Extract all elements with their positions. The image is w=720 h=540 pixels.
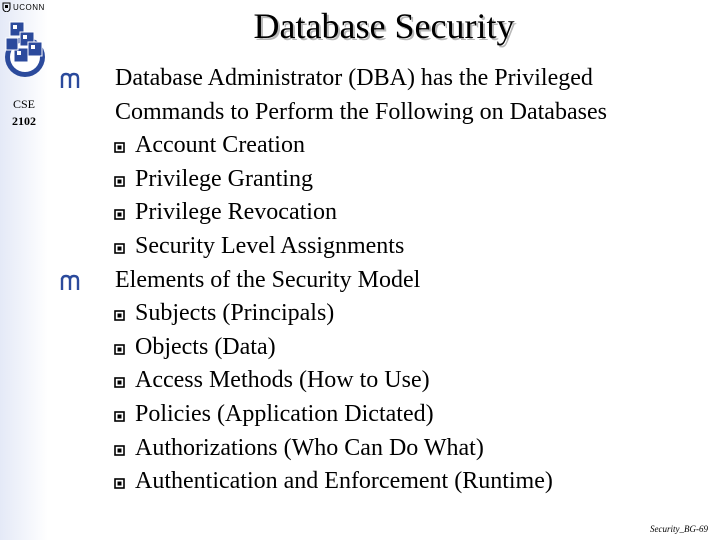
sub-bullet-item bbox=[60, 465, 710, 499]
sub-bullet-text: Objects (Data) bbox=[135, 333, 276, 360]
sub-bullet-item bbox=[60, 129, 710, 163]
brand-text: UCONN bbox=[13, 2, 45, 12]
sub-bullet-text: Authorizations (Who Can Do What) bbox=[135, 434, 484, 461]
sidebar bbox=[0, 0, 48, 540]
checkbox-bullet-icon bbox=[114, 310, 125, 321]
sub-bullet-item bbox=[60, 230, 710, 264]
sub-bullet-item bbox=[60, 331, 710, 365]
sub-bullet-text: Policies (Application Dictated) bbox=[135, 400, 434, 427]
checkbox-bullet-icon bbox=[114, 243, 125, 254]
bullet-text-line: Commands to Perform the Following on Databases bbox=[115, 98, 607, 125]
checkbox-bullet-icon bbox=[114, 478, 125, 489]
sub-bullet-item bbox=[60, 398, 710, 432]
checkbox-bullet-icon bbox=[114, 209, 125, 220]
sub-bullet-item bbox=[60, 196, 710, 230]
bullet-dba-commands bbox=[60, 62, 710, 129]
sub-bullet-text: Privilege Revocation bbox=[135, 199, 337, 226]
sub-bullet-item bbox=[60, 364, 710, 398]
sub-bullet-item bbox=[60, 163, 710, 197]
checkbox-bullet-icon bbox=[114, 445, 125, 456]
checkbox-bullet-icon bbox=[114, 377, 125, 388]
slide-footer: Security_BG-69 bbox=[650, 524, 708, 534]
sub-bullet-text: Subjects (Principals) bbox=[135, 300, 335, 327]
slide-title: Database Security bbox=[253, 6, 515, 46]
sub-bullet-text: Security Level Assignments bbox=[135, 232, 405, 259]
course-code: CSE bbox=[12, 97, 35, 111]
main-bullet-icon bbox=[60, 68, 82, 90]
slide-content bbox=[60, 62, 710, 499]
sub-bullet-item bbox=[60, 432, 710, 466]
uconn-seal-icon bbox=[2, 2, 11, 12]
bullet-text-line: Database Administrator (DBA) has the Privileged bbox=[115, 65, 593, 91]
sub-bullet-text: Access Methods (How to Use) bbox=[135, 367, 430, 394]
checkbox-bullet-icon bbox=[114, 176, 125, 187]
main-bullet-icon bbox=[60, 270, 82, 292]
department-logo-icon bbox=[0, 14, 50, 90]
course-number: 2102 bbox=[12, 114, 36, 128]
sub-bullet-text: Privilege Granting bbox=[135, 165, 313, 192]
checkbox-bullet-icon bbox=[114, 142, 125, 153]
sub-bullet-text: Account Creation bbox=[135, 132, 305, 159]
checkbox-bullet-icon bbox=[114, 411, 125, 422]
sub-bullet-text: Authentication and Enforcement (Runtime) bbox=[135, 468, 553, 495]
sub-bullet-item bbox=[60, 297, 710, 331]
checkbox-bullet-icon bbox=[114, 344, 125, 355]
bullet-security-model bbox=[60, 264, 710, 298]
bullet-text-line: Elements of the Security Model bbox=[115, 266, 421, 293]
uconn-wordmark bbox=[2, 1, 45, 13]
